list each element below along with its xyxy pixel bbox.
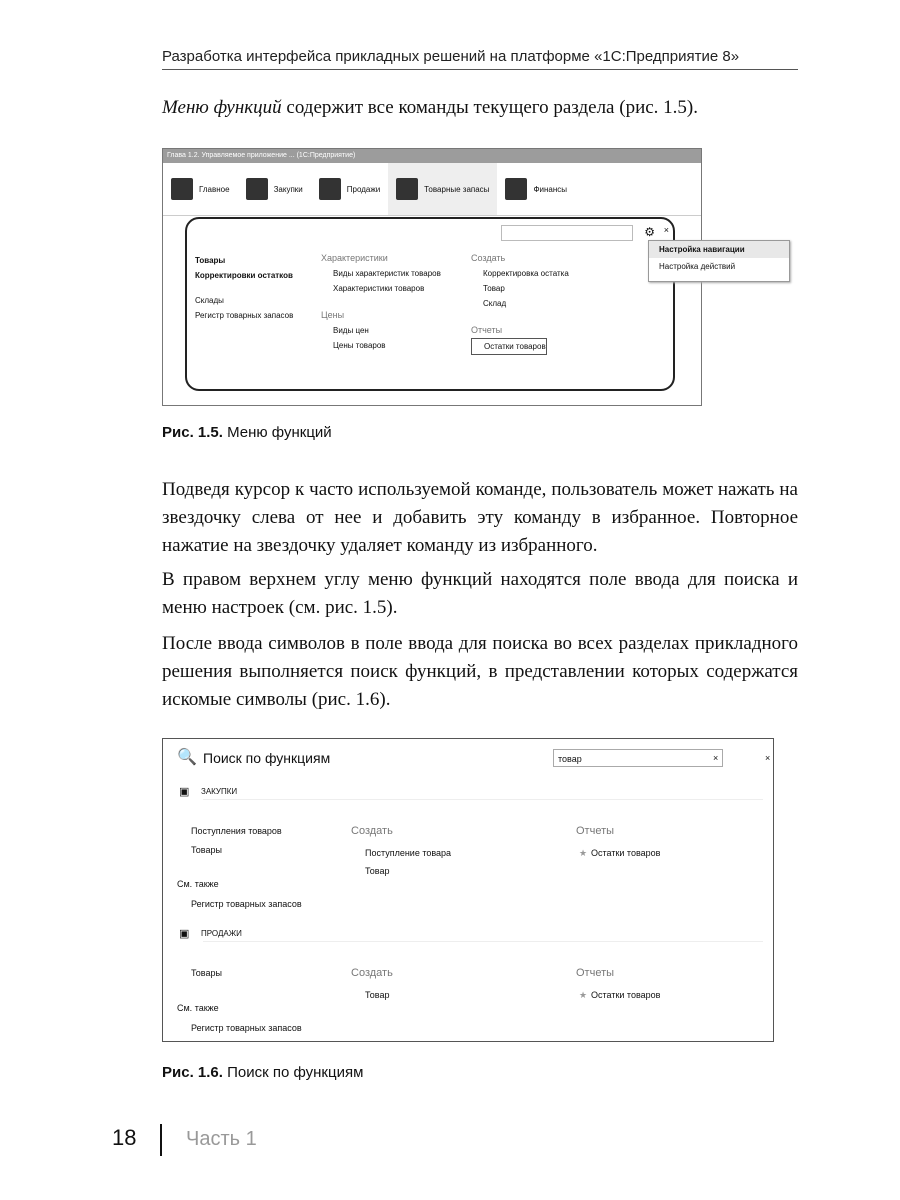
running-header: Разработка интерфейса прикладных решений на платформе «1С:Предприятие 8» bbox=[162, 48, 798, 70]
cmd-prices[interactable]: Цены товаров bbox=[333, 341, 386, 350]
cmd-goods[interactable]: Товары bbox=[195, 256, 226, 265]
caption-1-5: Рис. 1.5. Меню функций bbox=[162, 424, 332, 441]
search-input[interactable]: товар bbox=[553, 749, 723, 767]
term-function-menu: Меню функций bbox=[162, 97, 282, 118]
clear-icon[interactable]: × bbox=[713, 753, 719, 763]
function-col-2 bbox=[321, 247, 441, 353]
section-finance[interactable]: Финансы bbox=[497, 163, 575, 215]
group-reports-2: Отчеты bbox=[576, 967, 615, 979]
close-icon[interactable]: × bbox=[663, 225, 669, 235]
page-number: 18 bbox=[112, 1125, 137, 1150]
cmd-create-goods[interactable]: Товар bbox=[483, 284, 505, 293]
function-col-3 bbox=[471, 247, 569, 355]
cash-register-icon bbox=[319, 178, 341, 200]
cmd-sales-stock-report[interactable]: Остатки товаров bbox=[591, 990, 661, 1000]
gear-icon[interactable]: ⚙ bbox=[644, 225, 655, 239]
paragraph-3: В правом верхнем углу меню функций находятся поле ввода для поиска и меню настроек (см. рис. 1.5). bbox=[162, 569, 798, 618]
cmd-sales-register[interactable]: Регистр товарных запасов bbox=[191, 1023, 302, 1033]
group-create: Создать bbox=[351, 825, 393, 837]
part-label: Часть 1 bbox=[186, 1128, 257, 1150]
cmd-price-types[interactable]: Виды цен bbox=[333, 326, 369, 335]
group-reports: Отчеты bbox=[471, 325, 503, 335]
menu-item-nav-settings[interactable]: Настройка навигации bbox=[649, 241, 789, 258]
group-reports: Отчеты bbox=[576, 825, 615, 837]
see-also-label-2: См. также bbox=[177, 1003, 219, 1013]
paragraph-1-rest: содержит все команды текущего раздела (рис. 1.5). bbox=[281, 97, 698, 118]
section-sales: ПРОДАЖИ bbox=[201, 929, 242, 938]
cmd-sales-goods[interactable]: Товары bbox=[191, 968, 222, 978]
section-main[interactable]: Главное bbox=[163, 163, 238, 215]
close-icon[interactable]: × bbox=[765, 753, 771, 763]
search-input[interactable] bbox=[501, 225, 633, 241]
cmd-stock-report[interactable]: Остатки товаров bbox=[471, 338, 547, 355]
divider bbox=[203, 941, 763, 942]
purchases-icon: ▣ bbox=[179, 786, 190, 798]
search-title: Поиск по функциям bbox=[203, 750, 331, 766]
paragraph-2: Подведя курсор к часто используемой команде, пользователь может нажать на звездочку слева от нее и добавить эту команду в избранное. Повторное нажатие на звездочку удаляет команду из избранного. bbox=[162, 479, 798, 556]
cmd-characteristics[interactable]: Характеристики товаров bbox=[333, 284, 425, 293]
cmd-create-receipt[interactable]: Поступление товара bbox=[365, 848, 452, 858]
function-menu bbox=[185, 217, 675, 391]
window-titlebar: Глава 1.2. Управляемое приложение ... (1С:Предприятие) bbox=[163, 149, 701, 163]
star-icon[interactable]: ★ bbox=[579, 990, 588, 1000]
cmd-char-types[interactable]: Виды характеристик товаров bbox=[333, 269, 441, 278]
footer-divider bbox=[160, 1124, 162, 1156]
group-characteristics: Характеристики bbox=[321, 253, 388, 263]
figure-1-5 bbox=[162, 148, 702, 406]
cmd-sales-create-goods[interactable]: Товар bbox=[365, 990, 390, 1000]
cmd-corrections[interactable]: Корректировки остатков bbox=[195, 271, 293, 280]
box-icon bbox=[396, 178, 418, 200]
cmd-create-goods[interactable]: Товар bbox=[365, 866, 390, 876]
section-panel bbox=[163, 163, 701, 216]
group-prices: Цены bbox=[321, 310, 345, 320]
cmd-stock-report[interactable]: Остатки товаров bbox=[591, 848, 661, 858]
paragraph-4: После ввода символов в поле ввода для поиска во всех разделах прикладного решения выполняется поиск функций, в представлении которых содержатся искомые символы (рис. 1.6). bbox=[162, 633, 798, 710]
group-create-2: Создать bbox=[351, 967, 393, 979]
caption-1-6: Рис. 1.6. Поиск по функциям bbox=[162, 1064, 364, 1081]
cmd-warehouses[interactable]: Склады bbox=[195, 296, 224, 305]
figure-1-6 bbox=[162, 738, 774, 1042]
search-icon: 🔍 bbox=[177, 749, 197, 766]
section-purchases[interactable]: Закупки bbox=[238, 163, 311, 215]
cmd-receipts[interactable]: Поступления товаров bbox=[191, 826, 282, 836]
section-main-icon bbox=[171, 178, 193, 200]
function-col-1 bbox=[195, 253, 293, 323]
cmd-create-correction[interactable]: Корректировка остатка bbox=[483, 269, 569, 278]
star-icon[interactable]: ★ bbox=[579, 848, 588, 858]
section-purchases-icon bbox=[246, 178, 268, 200]
cmd-register[interactable]: Регистр товарных запасов bbox=[195, 311, 294, 320]
cmd-create-warehouse[interactable]: Склад bbox=[483, 299, 507, 308]
cmd-goods[interactable]: Товары bbox=[191, 845, 222, 855]
cash-register-icon: ▣ bbox=[179, 928, 190, 940]
menu-item-action-settings[interactable]: Настройка действий bbox=[659, 262, 736, 271]
group-create: Создать bbox=[471, 253, 506, 263]
section-purchases: ЗАКУПКИ bbox=[201, 787, 238, 796]
divider bbox=[203, 799, 763, 800]
see-also-label: См. также bbox=[177, 879, 219, 889]
settings-popup bbox=[648, 240, 790, 282]
section-sales[interactable]: Продажи bbox=[311, 163, 388, 215]
section-finance-icon bbox=[505, 178, 527, 200]
section-inventory[interactable]: Товарные запасы bbox=[388, 163, 497, 215]
paragraph-1 bbox=[162, 94, 798, 122]
cmd-register[interactable]: Регистр товарных запасов bbox=[191, 899, 302, 909]
